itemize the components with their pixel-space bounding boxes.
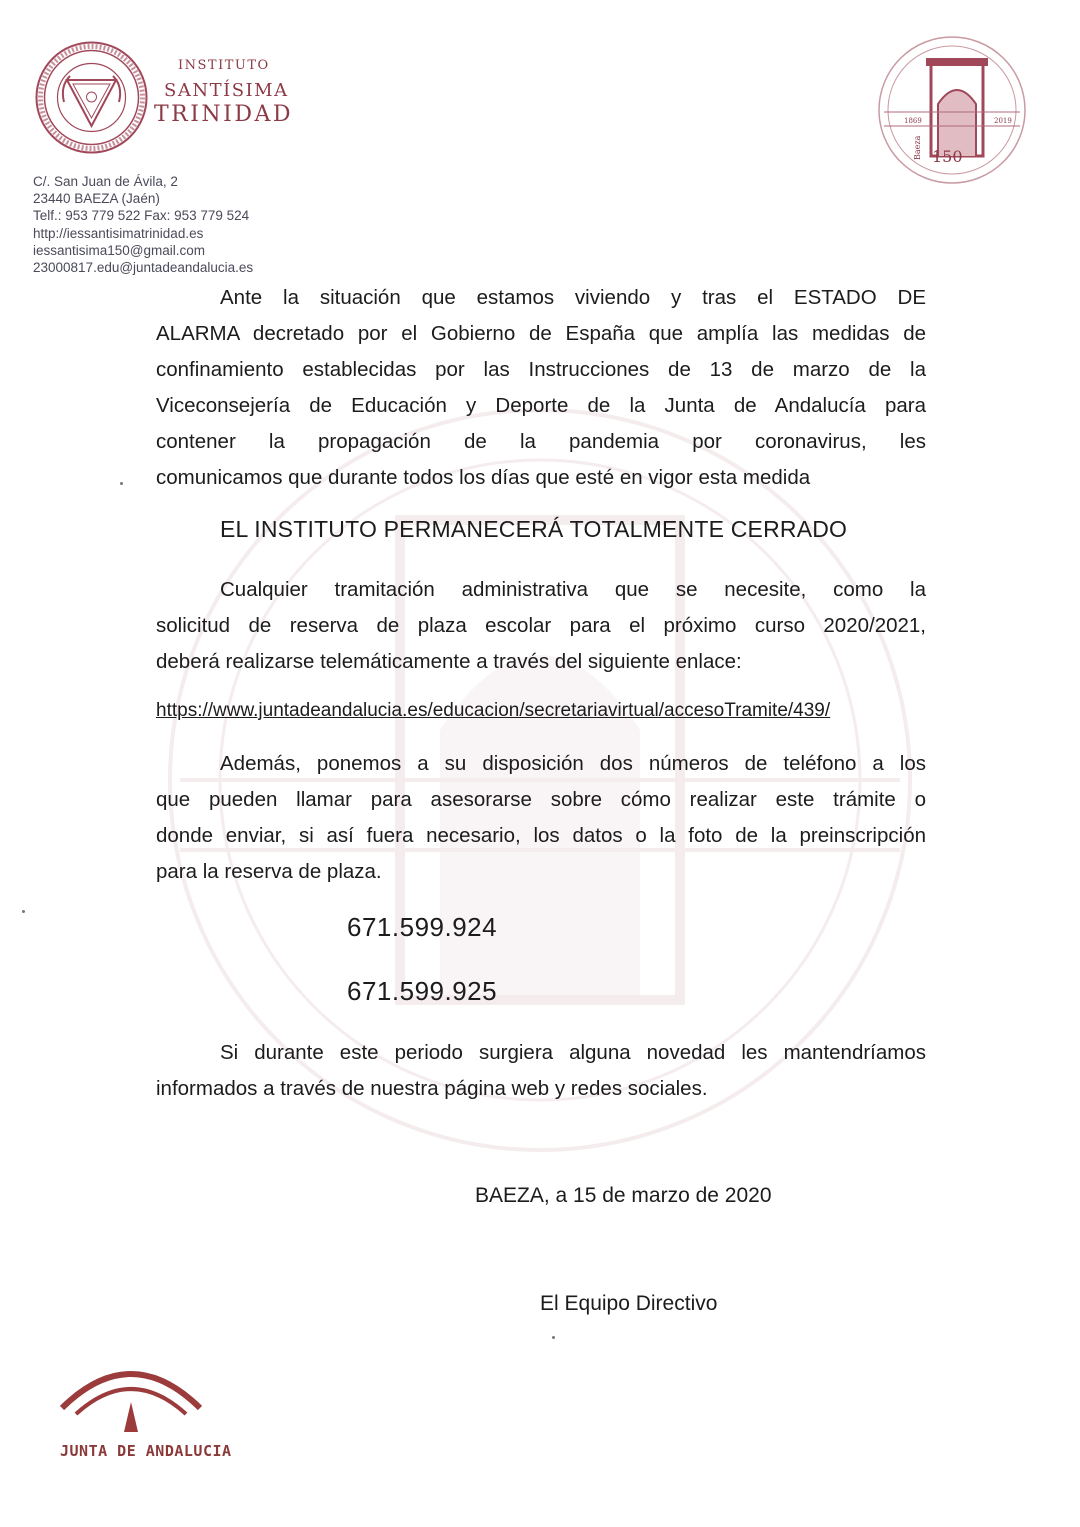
paragraph-admin-line: deberá realizarse telemáticamente a través del siguiente enlace: bbox=[156, 650, 742, 673]
anniversary-number: 150 bbox=[932, 147, 963, 166]
school-seal-logo bbox=[34, 40, 149, 155]
contact-email-2[interactable]: 23000817.edu@juntadeandalucia.es bbox=[33, 260, 254, 276]
paragraph-phones bbox=[156, 746, 926, 890]
paragraph-intro-line: contener la propagación de la pandemia por coronavirus, les bbox=[156, 430, 926, 453]
paragraph-closing-line: Si durante este periodo surgiera alguna novedad les mantendríamos bbox=[220, 1041, 926, 1064]
place-and-date: BAEZA, a 15 de marzo de 2020 bbox=[475, 1184, 772, 1207]
paragraph-closing bbox=[156, 1035, 926, 1107]
paragraph-phones-line: que pueden llamar para asesorarse sobre cómo realizar este trámite o bbox=[156, 788, 926, 811]
school-name-line2: SANTÍSIMA bbox=[164, 80, 289, 101]
paragraph-intro-line: Viceconsejería de Educación y Deporte de la Junta de Andalucía para bbox=[156, 394, 926, 417]
contact-block bbox=[33, 173, 253, 276]
junta-andalucia-logo bbox=[58, 1358, 204, 1436]
paragraph-intro-line: comunicamos que durante todos los días que esté en vigor esta medida bbox=[156, 466, 811, 489]
anniversary-city: Baeza bbox=[913, 135, 922, 160]
contact-website[interactable]: http://iessantisimatrinidad.es bbox=[33, 225, 204, 241]
paragraph-phones-line: para la reserva de plaza. bbox=[156, 860, 382, 883]
contact-phone-fax: Telf.: 953 779 522 Fax: 953 779 524 bbox=[33, 208, 250, 224]
scan-speck bbox=[22, 910, 25, 913]
contact-email-1[interactable]: iessantisima150@gmail.com bbox=[33, 242, 206, 258]
paragraph-intro-line: ALARMA decretado por el Gobierno de España que amplía las medidas de bbox=[156, 322, 926, 345]
scan-speck bbox=[120, 482, 123, 485]
paragraph-intro-line: Ante la situación que estamos viviendo y tras el ESTADO DE bbox=[220, 286, 926, 309]
anniversary-year-end: 2019 bbox=[994, 117, 1012, 125]
contact-city: 23440 BAEZA (Jaén) bbox=[33, 191, 160, 207]
signature: El Equipo Directivo bbox=[540, 1292, 718, 1315]
closure-heading: EL INSTITUTO PERMANECERÁ TOTALMENTE CERRADO bbox=[220, 516, 848, 542]
school-name-line1: INSTITUTO bbox=[178, 58, 270, 73]
paragraph-phones-line: Además, ponemos a su disposición dos números de teléfono a los bbox=[220, 752, 926, 775]
paragraph-phones-line: donde enviar, si así fuera necesario, los datos o la foto de la preinscripción bbox=[156, 824, 926, 847]
paragraph-admin-line: Cualquier tramitación administrativa que se necesite, como la bbox=[220, 578, 926, 601]
school-name-line3: TRINIDAD bbox=[154, 102, 294, 127]
paragraph-admin-line: solicitud de reserva de plaza escolar para el próximo curso 2020/2021, bbox=[156, 614, 926, 637]
anniversary-year-start: 1869 bbox=[904, 117, 922, 125]
paragraph-intro bbox=[156, 280, 926, 496]
paragraph-intro-line: confinamiento establecidas por las Instrucciones de 13 de marzo de la bbox=[156, 358, 926, 381]
phone-number-1[interactable]: 671.599.924 bbox=[347, 912, 498, 942]
contact-address: C/. San Juan de Ávila, 2 bbox=[33, 174, 178, 189]
paragraph-closing-line: informados a través de nuestra página web y redes sociales. bbox=[156, 1077, 708, 1100]
scan-speck bbox=[552, 1336, 555, 1339]
secretaria-virtual-link[interactable]: https://www.juntadeandalucia.es/educacion/secretariavirtual/accesoTramite/439/ bbox=[156, 700, 831, 721]
paragraph-admin bbox=[156, 572, 926, 680]
junta-andalucia-label: JUNTA DE ANDALUCIA bbox=[60, 1442, 232, 1460]
phone-number-2[interactable]: 671.599.925 bbox=[347, 976, 498, 1006]
anniversary-seal-logo bbox=[876, 34, 1028, 186]
